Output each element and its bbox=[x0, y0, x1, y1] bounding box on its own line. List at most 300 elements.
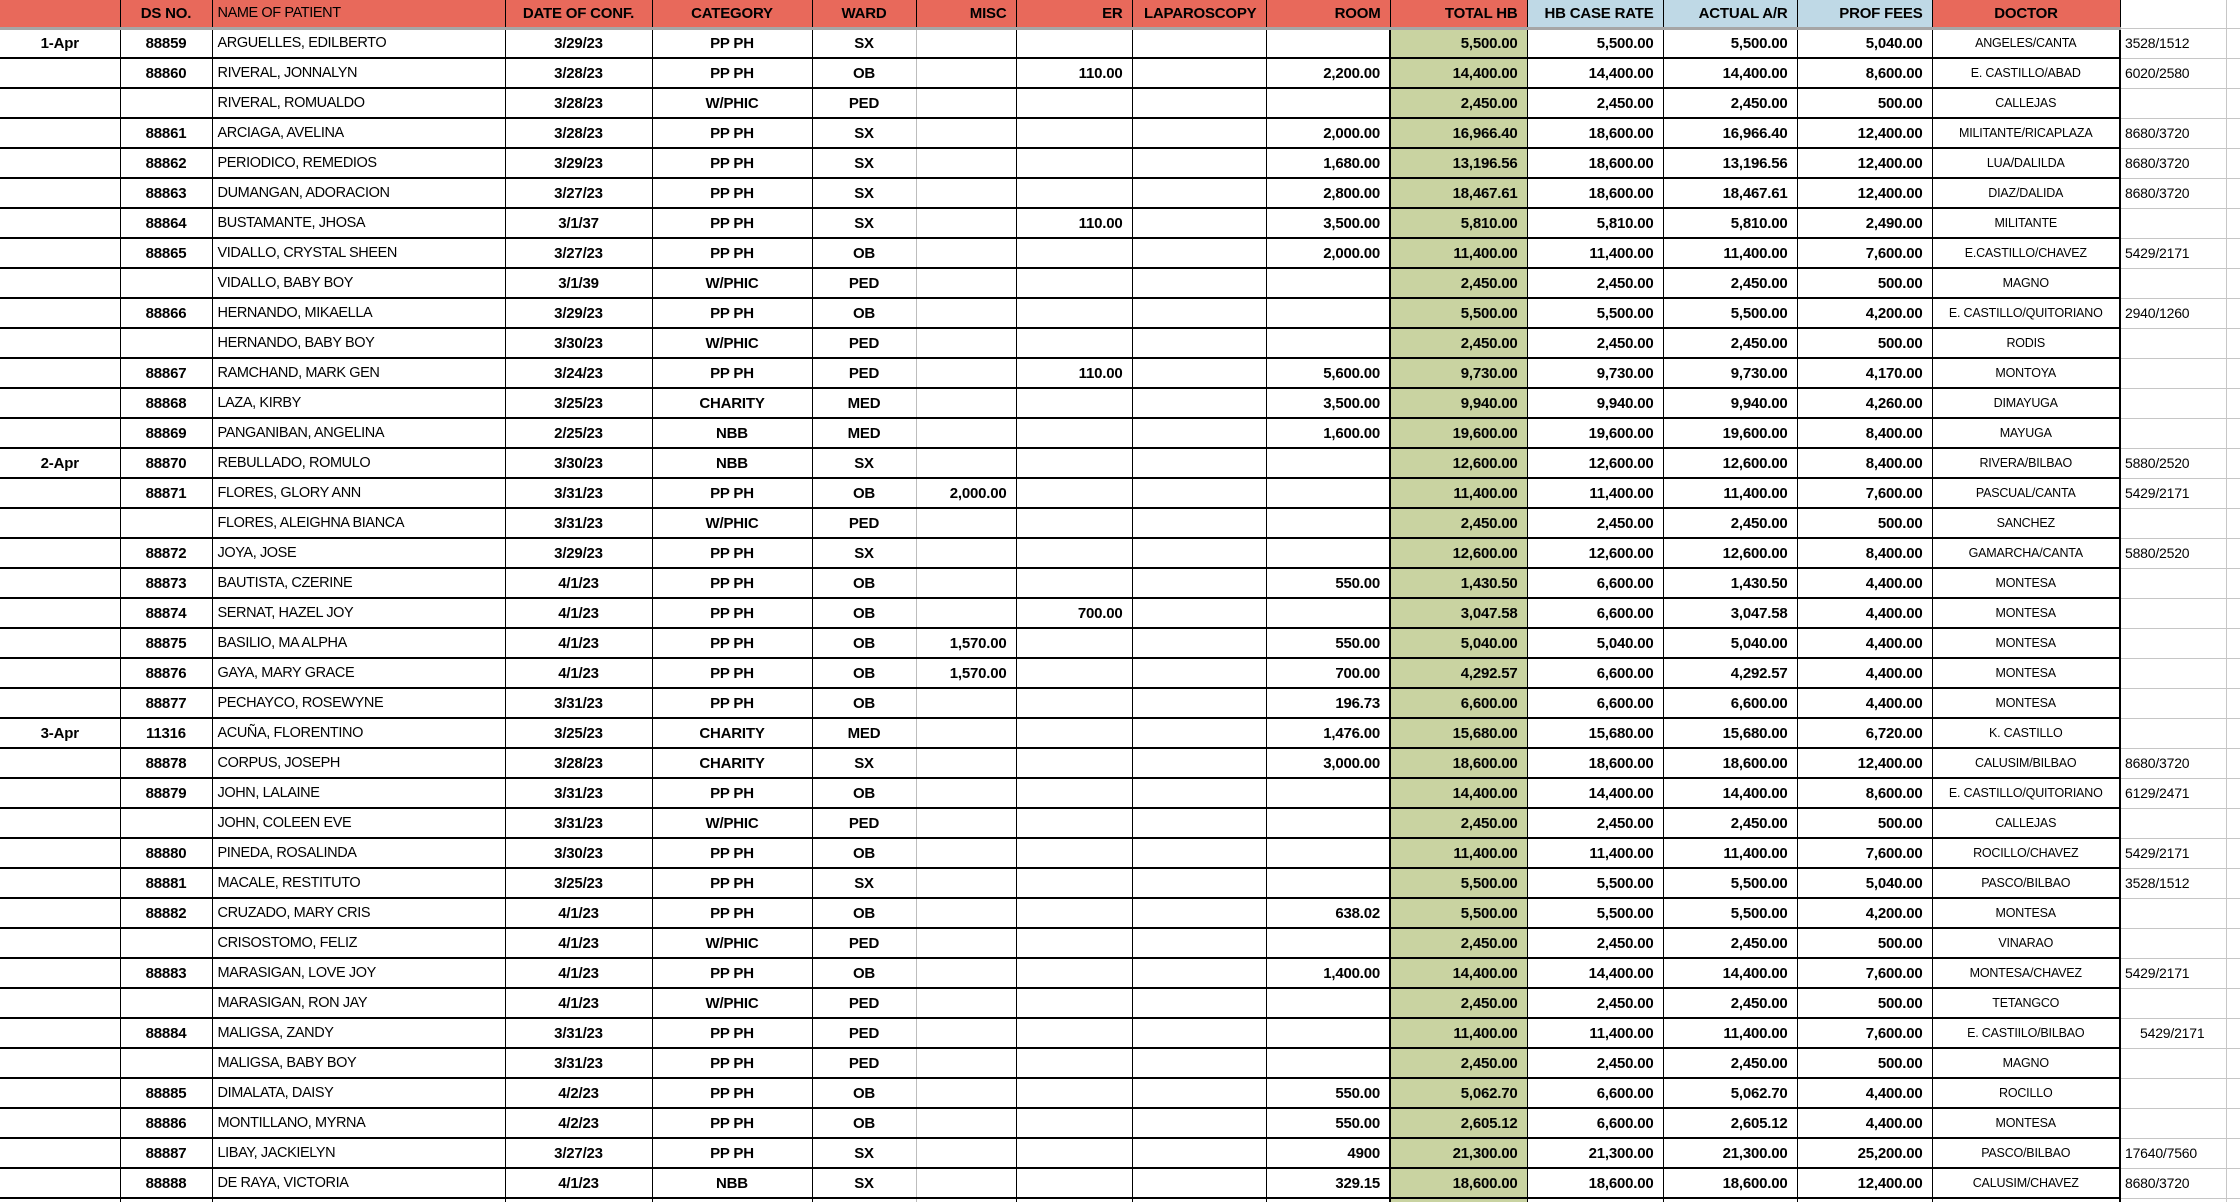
cell-hb_case_rate[interactable]: 9,730.00 bbox=[1527, 358, 1663, 388]
cell-laparoscopy[interactable] bbox=[1132, 1168, 1266, 1198]
cell-laparoscopy[interactable] bbox=[1132, 568, 1266, 598]
cell-category[interactable]: PP PH bbox=[652, 628, 812, 658]
cell-category[interactable]: W/PHIC bbox=[652, 508, 812, 538]
cell-ds_no[interactable]: 88885 bbox=[120, 1078, 212, 1108]
column-header-code[interactable] bbox=[2120, 0, 2226, 28]
cell-ds_no[interactable]: 88887 bbox=[120, 1138, 212, 1168]
cell-er[interactable]: 110.00 bbox=[1016, 358, 1132, 388]
cell-laparoscopy[interactable] bbox=[1132, 1198, 1266, 1202]
cell-ward[interactable]: PED bbox=[812, 988, 916, 1018]
cell-er[interactable] bbox=[1016, 538, 1132, 568]
cell-date_of_conf[interactable]: 3/31/23 bbox=[505, 1048, 652, 1078]
cell-code[interactable]: 6129/2471 bbox=[2120, 778, 2226, 808]
cell-code[interactable] bbox=[2120, 898, 2226, 928]
cell-date_of_conf[interactable]: 3/30/23 bbox=[505, 448, 652, 478]
cell-name[interactable]: ARCIAGA, AVELINA bbox=[212, 118, 505, 148]
cell-prof_fees[interactable]: 4,400.00 bbox=[1797, 628, 1932, 658]
cell-actual_ar[interactable]: 14,400.00 bbox=[1663, 958, 1797, 988]
cell-category[interactable]: NBB bbox=[652, 1168, 812, 1198]
cell-laparoscopy[interactable] bbox=[1132, 1138, 1266, 1168]
cell-day[interactable] bbox=[0, 838, 120, 868]
cell-actual_ar[interactable]: 5,500.00 bbox=[1663, 28, 1797, 58]
cell-room[interactable] bbox=[1266, 838, 1390, 868]
cell-ward[interactable] bbox=[812, 1198, 916, 1202]
cell-misc[interactable] bbox=[916, 28, 1016, 58]
cell-actual_ar[interactable]: 12,600.00 bbox=[1663, 538, 1797, 568]
cell-er[interactable] bbox=[1016, 928, 1132, 958]
cell-prof_fees[interactable]: 12,400.00 bbox=[1797, 118, 1932, 148]
cell-laparoscopy[interactable] bbox=[1132, 448, 1266, 478]
cell-category[interactable]: PP PH bbox=[652, 1078, 812, 1108]
cell-ward[interactable]: OB bbox=[812, 658, 916, 688]
cell-hb_case_rate[interactable]: 9,940.00 bbox=[1527, 388, 1663, 418]
cell-ds_no[interactable]: 88883 bbox=[120, 958, 212, 988]
cell-name[interactable]: MARASIGAN, LOVE JOY bbox=[212, 958, 505, 988]
cell-name[interactable]: LAZA, KIRBY bbox=[212, 388, 505, 418]
cell-prof_fees[interactable]: 4,200.00 bbox=[1797, 298, 1932, 328]
cell-room[interactable] bbox=[1266, 808, 1390, 838]
cell-total_hb[interactable]: 12,600.00 bbox=[1390, 538, 1527, 568]
cell-category[interactable]: PP PH bbox=[652, 1138, 812, 1168]
cell-laparoscopy[interactable] bbox=[1132, 1048, 1266, 1078]
cell-date_of_conf[interactable]: 3/27/23 bbox=[505, 1138, 652, 1168]
cell-actual_ar[interactable]: 5,062.70 bbox=[1663, 1078, 1797, 1108]
cell-laparoscopy[interactable] bbox=[1132, 838, 1266, 868]
cell-day[interactable] bbox=[0, 778, 120, 808]
cell-code[interactable] bbox=[2120, 688, 2226, 718]
cell-date_of_conf[interactable]: 3/25/23 bbox=[505, 868, 652, 898]
cell-room[interactable] bbox=[1266, 448, 1390, 478]
cell-code[interactable]: 5429/2171 bbox=[2120, 1018, 2226, 1048]
cell-misc[interactable] bbox=[916, 1168, 1016, 1198]
cell-ds_no[interactable]: 88884 bbox=[120, 1018, 212, 1048]
cell-ward[interactable]: OB bbox=[812, 1078, 916, 1108]
cell-date_of_conf[interactable]: 4/1/23 bbox=[505, 898, 652, 928]
cell-doctor[interactable] bbox=[1932, 1198, 2120, 1202]
cell-er[interactable] bbox=[1016, 1198, 1132, 1202]
cell-ward[interactable]: MED bbox=[812, 718, 916, 748]
cell-doctor[interactable]: PASCUAL/CANTA bbox=[1932, 478, 2120, 508]
cell-room[interactable] bbox=[1266, 1198, 1390, 1202]
cell-laparoscopy[interactable] bbox=[1132, 598, 1266, 628]
cell-prof_fees[interactable]: 2,490.00 bbox=[1797, 208, 1932, 238]
cell-room[interactable]: 550.00 bbox=[1266, 1078, 1390, 1108]
cell-prof_fees[interactable]: 500.00 bbox=[1797, 928, 1932, 958]
cell-actual_ar[interactable]: 18,467.61 bbox=[1663, 178, 1797, 208]
cell-prof_fees[interactable]: 5,040.00 bbox=[1797, 868, 1932, 898]
cell-ward[interactable]: PED bbox=[812, 1048, 916, 1078]
cell-misc[interactable]: 1,570.00 bbox=[916, 628, 1016, 658]
cell-total_hb[interactable]: 5,500.00 bbox=[1390, 298, 1527, 328]
cell-er[interactable] bbox=[1016, 718, 1132, 748]
cell-misc[interactable] bbox=[916, 1198, 1016, 1202]
cell-er[interactable]: 110.00 bbox=[1016, 58, 1132, 88]
cell-prof_fees[interactable]: 8,400.00 bbox=[1797, 448, 1932, 478]
cell-name[interactable]: CRISOSTOMO, FELIZ bbox=[212, 928, 505, 958]
cell-room[interactable] bbox=[1266, 1018, 1390, 1048]
cell-ward[interactable]: OB bbox=[812, 568, 916, 598]
cell-misc[interactable] bbox=[916, 988, 1016, 1018]
cell-total_hb[interactable]: 21,300.00 bbox=[1390, 1138, 1527, 1168]
cell-name[interactable]: MALIGSA, BABY BOY bbox=[212, 1048, 505, 1078]
cell-day[interactable] bbox=[0, 1198, 120, 1202]
cell-prof_fees[interactable]: 4,400.00 bbox=[1797, 688, 1932, 718]
cell-code[interactable]: 8680/3720 bbox=[2120, 1168, 2226, 1198]
cell-ds_no[interactable]: 88867 bbox=[120, 358, 212, 388]
cell-prof_fees[interactable]: 7,600.00 bbox=[1797, 238, 1932, 268]
cell-total_hb[interactable]: 18,600.00 bbox=[1390, 1168, 1527, 1198]
cell-doctor[interactable]: E. CASTILLO/QUITORIANO bbox=[1932, 778, 2120, 808]
cell-laparoscopy[interactable] bbox=[1132, 778, 1266, 808]
cell-category[interactable]: PP PH bbox=[652, 898, 812, 928]
cell-hb_case_rate[interactable]: 11,400.00 bbox=[1527, 838, 1663, 868]
cell-total_hb[interactable] bbox=[1390, 1198, 1527, 1202]
cell-code[interactable]: 3528/1512 bbox=[2120, 868, 2226, 898]
cell-er[interactable] bbox=[1016, 1108, 1132, 1138]
cell-code[interactable]: 2940/1260 bbox=[2120, 298, 2226, 328]
cell-name[interactable]: DE RAYA, VICTORIA bbox=[212, 1168, 505, 1198]
cell-name[interactable] bbox=[212, 1198, 505, 1202]
cell-ds_no[interactable] bbox=[120, 88, 212, 118]
cell-prof_fees[interactable]: 500.00 bbox=[1797, 988, 1932, 1018]
cell-total_hb[interactable]: 6,600.00 bbox=[1390, 688, 1527, 718]
cell-doctor[interactable]: ANGELES/CANTA bbox=[1932, 28, 2120, 58]
cell-ward[interactable]: PED bbox=[812, 328, 916, 358]
cell-hb_case_rate[interactable]: 5,040.00 bbox=[1527, 628, 1663, 658]
cell-ward[interactable]: PED bbox=[812, 928, 916, 958]
cell-laparoscopy[interactable] bbox=[1132, 208, 1266, 238]
cell-date_of_conf[interactable]: 4/1/23 bbox=[505, 988, 652, 1018]
cell-misc[interactable] bbox=[916, 88, 1016, 118]
cell-room[interactable] bbox=[1266, 928, 1390, 958]
cell-name[interactable]: CORPUS, JOSEPH bbox=[212, 748, 505, 778]
cell-prof_fees[interactable] bbox=[1797, 1198, 1932, 1202]
cell-ds_no[interactable]: 88888 bbox=[120, 1168, 212, 1198]
cell-date_of_conf[interactable]: 4/1/23 bbox=[505, 628, 652, 658]
cell-ds_no[interactable]: 88882 bbox=[120, 898, 212, 928]
cell-code[interactable] bbox=[2120, 418, 2226, 448]
cell-ward[interactable]: PED bbox=[812, 508, 916, 538]
cell-er[interactable] bbox=[1016, 988, 1132, 1018]
cell-prof_fees[interactable]: 500.00 bbox=[1797, 88, 1932, 118]
cell-er[interactable] bbox=[1016, 268, 1132, 298]
cell-hb_case_rate[interactable]: 5,500.00 bbox=[1527, 868, 1663, 898]
cell-actual_ar[interactable]: 5,500.00 bbox=[1663, 868, 1797, 898]
cell-total_hb[interactable]: 11,400.00 bbox=[1390, 238, 1527, 268]
cell-hb_case_rate[interactable]: 14,400.00 bbox=[1527, 58, 1663, 88]
cell-actual_ar[interactable]: 11,400.00 bbox=[1663, 1018, 1797, 1048]
cell-ds_no[interactable]: 88873 bbox=[120, 568, 212, 598]
cell-category[interactable]: PP PH bbox=[652, 28, 812, 58]
cell-actual_ar[interactable]: 14,400.00 bbox=[1663, 58, 1797, 88]
cell-room[interactable]: 3,000.00 bbox=[1266, 748, 1390, 778]
cell-laparoscopy[interactable] bbox=[1132, 418, 1266, 448]
cell-total_hb[interactable]: 2,450.00 bbox=[1390, 88, 1527, 118]
cell-actual_ar[interactable]: 18,600.00 bbox=[1663, 1168, 1797, 1198]
cell-hb_case_rate[interactable]: 2,450.00 bbox=[1527, 508, 1663, 538]
cell-room[interactable]: 4900 bbox=[1266, 1138, 1390, 1168]
cell-prof_fees[interactable]: 500.00 bbox=[1797, 1048, 1932, 1078]
cell-prof_fees[interactable]: 500.00 bbox=[1797, 328, 1932, 358]
cell-ward[interactable]: SX bbox=[812, 208, 916, 238]
column-header-room[interactable]: ROOM bbox=[1266, 0, 1390, 28]
cell-room[interactable] bbox=[1266, 868, 1390, 898]
cell-ward[interactable]: SX bbox=[812, 148, 916, 178]
cell-ds_no[interactable]: 88880 bbox=[120, 838, 212, 868]
column-header-actual_ar[interactable]: ACTUAL A/R bbox=[1663, 0, 1797, 28]
cell-day[interactable] bbox=[0, 598, 120, 628]
cell-name[interactable]: MARASIGAN, RON JAY bbox=[212, 988, 505, 1018]
cell-date_of_conf[interactable]: 3/27/23 bbox=[505, 238, 652, 268]
cell-misc[interactable] bbox=[916, 388, 1016, 418]
cell-date_of_conf[interactable]: 3/28/23 bbox=[505, 748, 652, 778]
cell-er[interactable] bbox=[1016, 748, 1132, 778]
cell-category[interactable]: W/PHIC bbox=[652, 928, 812, 958]
cell-misc[interactable] bbox=[916, 298, 1016, 328]
cell-code[interactable]: 5880/2520 bbox=[2120, 448, 2226, 478]
cell-ward[interactable]: MED bbox=[812, 418, 916, 448]
cell-laparoscopy[interactable] bbox=[1132, 1018, 1266, 1048]
cell-er[interactable] bbox=[1016, 1078, 1132, 1108]
cell-name[interactable]: VIDALLO, BABY BOY bbox=[212, 268, 505, 298]
cell-day[interactable]: 3-Apr bbox=[0, 718, 120, 748]
cell-actual_ar[interactable]: 5,810.00 bbox=[1663, 208, 1797, 238]
cell-hb_case_rate[interactable]: 18,600.00 bbox=[1527, 148, 1663, 178]
cell-er[interactable] bbox=[1016, 418, 1132, 448]
cell-date_of_conf[interactable]: 3/29/23 bbox=[505, 538, 652, 568]
cell-ds_no[interactable]: 88875 bbox=[120, 628, 212, 658]
cell-total_hb[interactable]: 14,400.00 bbox=[1390, 778, 1527, 808]
cell-category[interactable]: NBB bbox=[652, 418, 812, 448]
cell-ward[interactable]: OB bbox=[812, 778, 916, 808]
cell-room[interactable] bbox=[1266, 598, 1390, 628]
cell-category[interactable]: CHARITY bbox=[652, 748, 812, 778]
cell-actual_ar[interactable]: 5,040.00 bbox=[1663, 628, 1797, 658]
cell-total_hb[interactable]: 3,047.58 bbox=[1390, 598, 1527, 628]
cell-hb_case_rate[interactable]: 19,600.00 bbox=[1527, 418, 1663, 448]
cell-actual_ar[interactable]: 5,500.00 bbox=[1663, 298, 1797, 328]
cell-ward[interactable]: OB bbox=[812, 298, 916, 328]
cell-hb_case_rate[interactable]: 2,450.00 bbox=[1527, 88, 1663, 118]
cell-er[interactable] bbox=[1016, 838, 1132, 868]
cell-room[interactable]: 1,476.00 bbox=[1266, 718, 1390, 748]
cell-total_hb[interactable]: 5,500.00 bbox=[1390, 898, 1527, 928]
cell-laparoscopy[interactable] bbox=[1132, 808, 1266, 838]
cell-hb_case_rate[interactable]: 2,450.00 bbox=[1527, 988, 1663, 1018]
cell-actual_ar[interactable]: 2,450.00 bbox=[1663, 808, 1797, 838]
cell-ds_no[interactable] bbox=[120, 1048, 212, 1078]
cell-doctor[interactable]: MILITANTE/RICAPLAZA bbox=[1932, 118, 2120, 148]
cell-actual_ar[interactable]: 11,400.00 bbox=[1663, 478, 1797, 508]
cell-misc[interactable] bbox=[916, 1048, 1016, 1078]
column-header-ds_no[interactable]: DS NO. bbox=[120, 0, 212, 28]
cell-room[interactable]: 2,800.00 bbox=[1266, 178, 1390, 208]
cell-ds_no[interactable]: 88866 bbox=[120, 298, 212, 328]
cell-date_of_conf[interactable]: 3/28/23 bbox=[505, 118, 652, 148]
cell-ds_no[interactable]: 88869 bbox=[120, 418, 212, 448]
cell-actual_ar[interactable]: 2,605.12 bbox=[1663, 1108, 1797, 1138]
cell-actual_ar[interactable]: 13,196.56 bbox=[1663, 148, 1797, 178]
cell-laparoscopy[interactable] bbox=[1132, 1078, 1266, 1108]
cell-day[interactable] bbox=[0, 568, 120, 598]
cell-date_of_conf[interactable]: 3/31/23 bbox=[505, 808, 652, 838]
cell-category[interactable]: W/PHIC bbox=[652, 328, 812, 358]
column-header-date_of_conf[interactable]: DATE OF CONF. bbox=[505, 0, 652, 28]
cell-category[interactable] bbox=[652, 1198, 812, 1202]
cell-prof_fees[interactable]: 500.00 bbox=[1797, 508, 1932, 538]
cell-day[interactable] bbox=[0, 508, 120, 538]
cell-actual_ar[interactable]: 4,292.57 bbox=[1663, 658, 1797, 688]
cell-er[interactable] bbox=[1016, 448, 1132, 478]
cell-name[interactable]: HERNANDO, BABY BOY bbox=[212, 328, 505, 358]
cell-ds_no[interactable]: 88881 bbox=[120, 868, 212, 898]
cell-doctor[interactable]: MONTESA bbox=[1932, 598, 2120, 628]
cell-hb_case_rate[interactable]: 5,500.00 bbox=[1527, 298, 1663, 328]
cell-misc[interactable] bbox=[916, 58, 1016, 88]
cell-code[interactable]: 6020/2580 bbox=[2120, 58, 2226, 88]
cell-actual_ar[interactable]: 2,450.00 bbox=[1663, 988, 1797, 1018]
cell-code[interactable] bbox=[2120, 508, 2226, 538]
cell-category[interactable]: PP PH bbox=[652, 598, 812, 628]
cell-misc[interactable] bbox=[916, 958, 1016, 988]
cell-actual_ar[interactable]: 16,966.40 bbox=[1663, 118, 1797, 148]
cell-room[interactable]: 638.02 bbox=[1266, 898, 1390, 928]
cell-day[interactable] bbox=[0, 418, 120, 448]
cell-day[interactable] bbox=[0, 268, 120, 298]
cell-room[interactable] bbox=[1266, 1048, 1390, 1078]
cell-actual_ar[interactable]: 2,450.00 bbox=[1663, 508, 1797, 538]
cell-doctor[interactable]: E.CASTILLO/CHAVEZ bbox=[1932, 238, 2120, 268]
cell-category[interactable]: PP PH bbox=[652, 238, 812, 268]
cell-prof_fees[interactable]: 7,600.00 bbox=[1797, 1018, 1932, 1048]
cell-hb_case_rate[interactable]: 2,450.00 bbox=[1527, 1048, 1663, 1078]
cell-total_hb[interactable]: 2,450.00 bbox=[1390, 268, 1527, 298]
cell-ds_no[interactable]: 88862 bbox=[120, 148, 212, 178]
column-header-doctor[interactable]: DOCTOR bbox=[1932, 0, 2120, 28]
cell-prof_fees[interactable]: 4,400.00 bbox=[1797, 658, 1932, 688]
cell-room[interactable]: 3,500.00 bbox=[1266, 388, 1390, 418]
cell-doctor[interactable]: MONTOYA bbox=[1932, 358, 2120, 388]
cell-doctor[interactable]: ROCILLO/CHAVEZ bbox=[1932, 838, 2120, 868]
cell-actual_ar[interactable]: 2,450.00 bbox=[1663, 328, 1797, 358]
cell-prof_fees[interactable]: 6,720.00 bbox=[1797, 718, 1932, 748]
cell-er[interactable]: 110.00 bbox=[1016, 208, 1132, 238]
cell-date_of_conf[interactable]: 4/1/23 bbox=[505, 598, 652, 628]
cell-misc[interactable] bbox=[916, 418, 1016, 448]
cell-date_of_conf[interactable]: 4/1/23 bbox=[505, 928, 652, 958]
cell-misc[interactable] bbox=[916, 268, 1016, 298]
cell-misc[interactable] bbox=[916, 118, 1016, 148]
cell-laparoscopy[interactable] bbox=[1132, 928, 1266, 958]
cell-name[interactable]: FLORES, GLORY ANN bbox=[212, 478, 505, 508]
cell-er[interactable] bbox=[1016, 688, 1132, 718]
cell-day[interactable] bbox=[0, 328, 120, 358]
cell-ds_no[interactable]: 88874 bbox=[120, 598, 212, 628]
cell-er[interactable] bbox=[1016, 478, 1132, 508]
cell-laparoscopy[interactable] bbox=[1132, 328, 1266, 358]
cell-ward[interactable]: OB bbox=[812, 958, 916, 988]
cell-prof_fees[interactable]: 12,400.00 bbox=[1797, 748, 1932, 778]
cell-date_of_conf[interactable]: 4/1/23 bbox=[505, 658, 652, 688]
cell-day[interactable] bbox=[0, 358, 120, 388]
cell-prof_fees[interactable]: 4,400.00 bbox=[1797, 598, 1932, 628]
cell-prof_fees[interactable]: 7,600.00 bbox=[1797, 838, 1932, 868]
cell-doctor[interactable]: MAGNO bbox=[1932, 268, 2120, 298]
cell-ward[interactable]: OB bbox=[812, 838, 916, 868]
cell-hb_case_rate[interactable]: 18,600.00 bbox=[1527, 1168, 1663, 1198]
cell-category[interactable]: PP PH bbox=[652, 358, 812, 388]
cell-date_of_conf[interactable]: 4/1/23 bbox=[505, 958, 652, 988]
cell-total_hb[interactable]: 12,600.00 bbox=[1390, 448, 1527, 478]
cell-ds_no[interactable]: 88876 bbox=[120, 658, 212, 688]
cell-misc[interactable] bbox=[916, 1108, 1016, 1138]
cell-name[interactable]: LIBAY, JACKIELYN bbox=[212, 1138, 505, 1168]
cell-name[interactable]: BUSTAMANTE, JHOSA bbox=[212, 208, 505, 238]
cell-hb_case_rate[interactable]: 14,400.00 bbox=[1527, 958, 1663, 988]
cell-total_hb[interactable]: 5,810.00 bbox=[1390, 208, 1527, 238]
cell-misc[interactable] bbox=[916, 898, 1016, 928]
cell-total_hb[interactable]: 14,400.00 bbox=[1390, 958, 1527, 988]
cell-room[interactable]: 700.00 bbox=[1266, 658, 1390, 688]
cell-ds_no[interactable]: 88878 bbox=[120, 748, 212, 778]
cell-category[interactable]: CHARITY bbox=[652, 388, 812, 418]
cell-er[interactable] bbox=[1016, 628, 1132, 658]
column-header-total_hb[interactable]: TOTAL HB bbox=[1390, 0, 1527, 28]
cell-hb_case_rate[interactable]: 6,600.00 bbox=[1527, 658, 1663, 688]
cell-category[interactable]: W/PHIC bbox=[652, 808, 812, 838]
cell-code[interactable]: 5429/2171 bbox=[2120, 838, 2226, 868]
cell-prof_fees[interactable]: 5,040.00 bbox=[1797, 28, 1932, 58]
cell-total_hb[interactable]: 18,467.61 bbox=[1390, 178, 1527, 208]
column-header-er[interactable]: ER bbox=[1016, 0, 1132, 28]
cell-actual_ar[interactable]: 2,450.00 bbox=[1663, 928, 1797, 958]
cell-doctor[interactable]: CALUSIM/CHAVEZ bbox=[1932, 1168, 2120, 1198]
cell-doctor[interactable]: DIAZ/DALIDA bbox=[1932, 178, 2120, 208]
cell-prof_fees[interactable]: 4,260.00 bbox=[1797, 388, 1932, 418]
cell-room[interactable]: 196.73 bbox=[1266, 688, 1390, 718]
cell-code[interactable] bbox=[2120, 268, 2226, 298]
cell-er[interactable] bbox=[1016, 388, 1132, 418]
cell-category[interactable]: PP PH bbox=[652, 1048, 812, 1078]
cell-ward[interactable]: SX bbox=[812, 868, 916, 898]
cell-code[interactable] bbox=[2120, 208, 2226, 238]
cell-laparoscopy[interactable] bbox=[1132, 718, 1266, 748]
cell-date_of_conf[interactable]: 3/1/37 bbox=[505, 208, 652, 238]
column-header-ward[interactable]: WARD bbox=[812, 0, 916, 28]
cell-hb_case_rate[interactable]: 2,450.00 bbox=[1527, 268, 1663, 298]
cell-er[interactable] bbox=[1016, 148, 1132, 178]
cell-day[interactable]: 1-Apr bbox=[0, 28, 120, 58]
cell-name[interactable]: PINEDA, ROSALINDA bbox=[212, 838, 505, 868]
cell-date_of_conf[interactable]: 3/25/23 bbox=[505, 388, 652, 418]
cell-total_hb[interactable]: 4,292.57 bbox=[1390, 658, 1527, 688]
cell-day[interactable] bbox=[0, 238, 120, 268]
cell-prof_fees[interactable]: 8,600.00 bbox=[1797, 58, 1932, 88]
cell-date_of_conf[interactable]: 3/31/23 bbox=[505, 778, 652, 808]
cell-category[interactable]: PP PH bbox=[652, 658, 812, 688]
cell-category[interactable]: PP PH bbox=[652, 958, 812, 988]
cell-day[interactable] bbox=[0, 118, 120, 148]
cell-prof_fees[interactable]: 12,400.00 bbox=[1797, 148, 1932, 178]
cell-code[interactable]: 8680/3720 bbox=[2120, 178, 2226, 208]
cell-code[interactable]: 8680/3720 bbox=[2120, 148, 2226, 178]
cell-ward[interactable]: OB bbox=[812, 688, 916, 718]
cell-category[interactable]: PP PH bbox=[652, 1108, 812, 1138]
cell-total_hb[interactable]: 16,966.40 bbox=[1390, 118, 1527, 148]
cell-doctor[interactable]: VINARAO bbox=[1932, 928, 2120, 958]
cell-code[interactable] bbox=[2120, 1048, 2226, 1078]
cell-day[interactable] bbox=[0, 658, 120, 688]
